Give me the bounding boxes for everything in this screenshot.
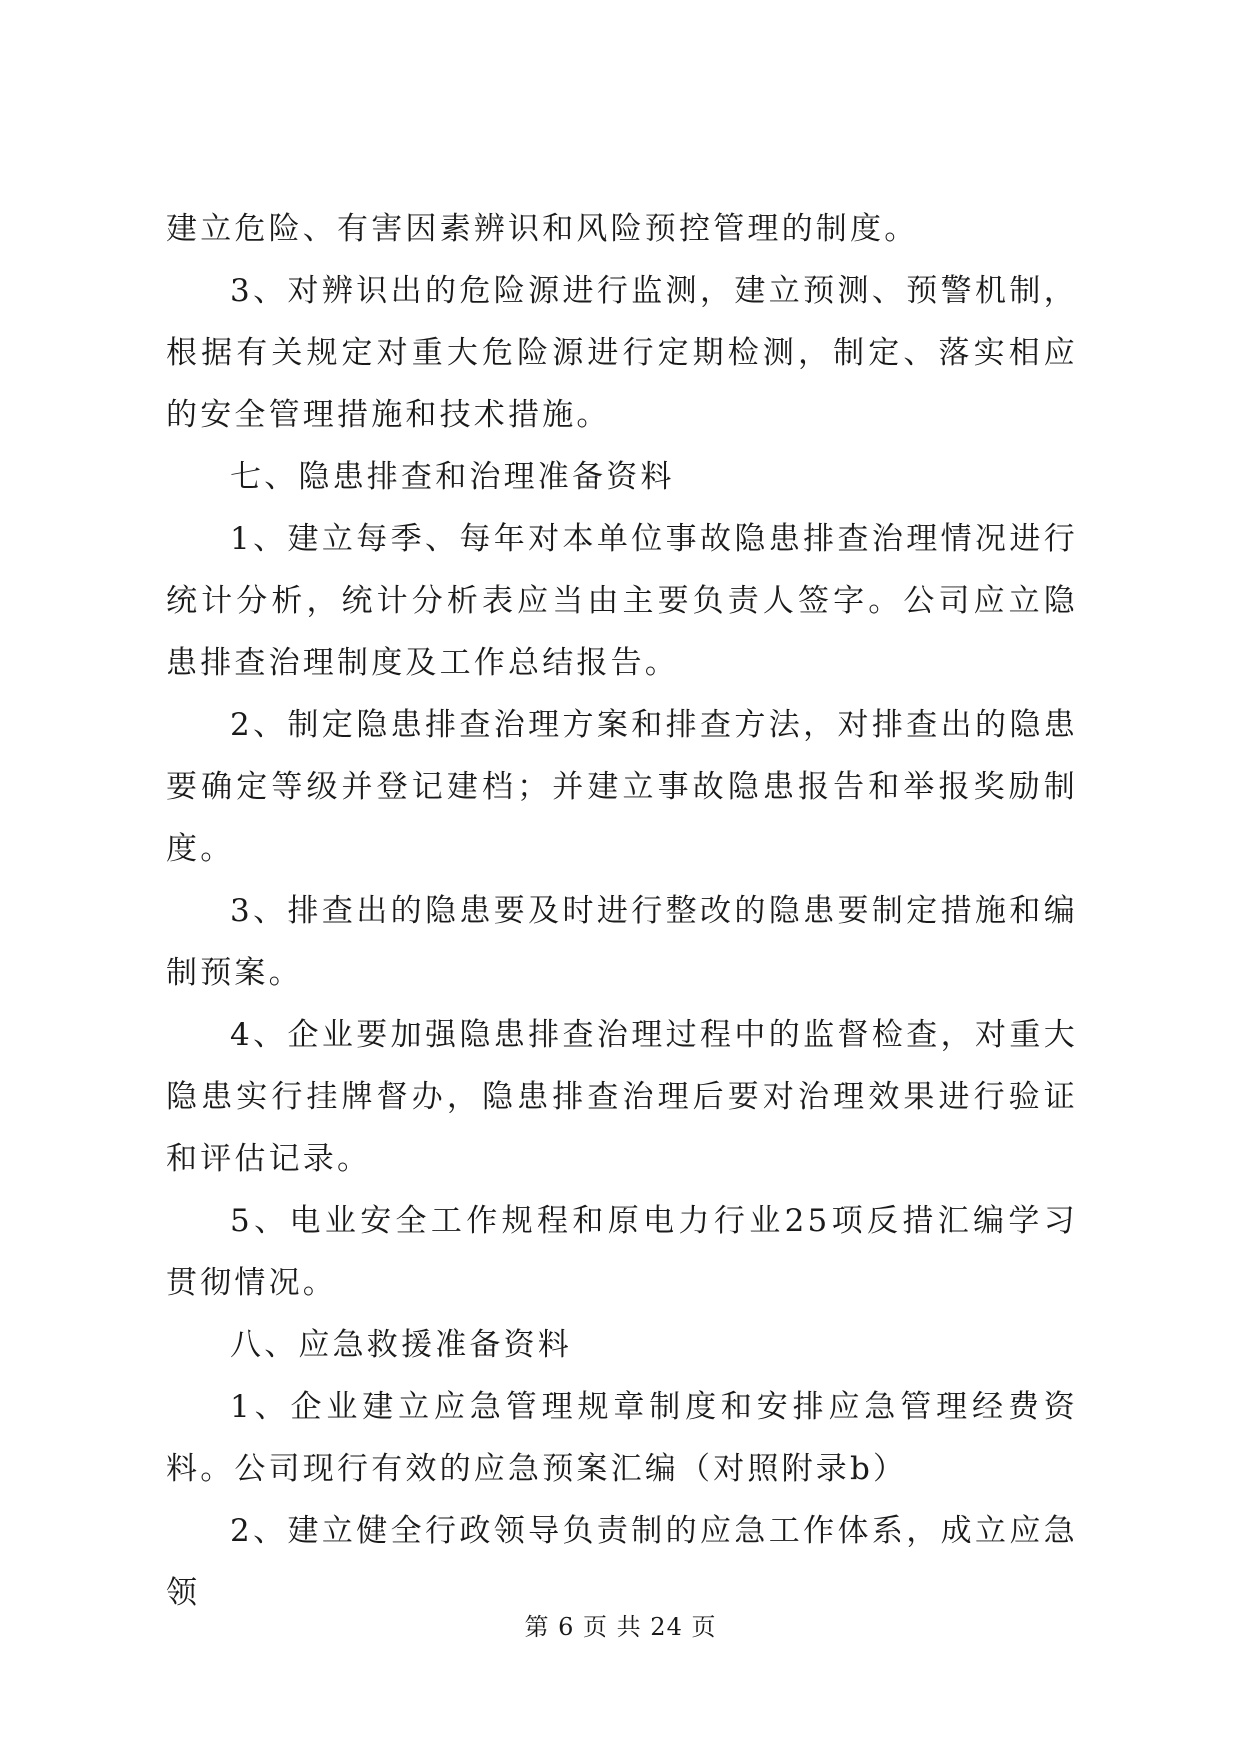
section-heading-7: 七、隐患排查和治理准备资料 [230,459,675,495]
paragraph-6: 3、排查出的隐患要及时进行整改的隐患要制定措施和编制预案。 [166,893,1078,991]
paragraph-2: 3、对辨识出的危险源进行监测，建立预测、预警机制，根据有关规定对重大危险源进行定期检测，制定、落实相应的安全管理措施和技术措施。 [166,273,1078,433]
paragraph-11: 2、建立健全行政领导负责制的应急工作体系，成立应急领 [166,1513,1078,1611]
page-number-footer: 第 6 页 共 24 页 [524,1613,717,1641]
section-heading-8: 八、应急救援准备资料 [230,1327,572,1363]
paragraph-7: 4、企业要加强隐患排查治理过程中的监督检查，对重大隐患实行挂牌督办，隐患排查治理后要对治理效果进行验证和评估记录。 [166,1017,1078,1177]
document-body [166,198,1078,1624]
paragraph-8: 5、电业安全工作规程和原电力行业25项反措汇编学习贯彻情况。 [166,1203,1078,1301]
paragraph-10: 1、企业建立应急管理规章制度和安排应急管理经费资料。公司现行有效的应急预案汇编（对照附录b） [166,1389,1078,1487]
paragraph-1: 建立危险、有害因素辨识和风险预控管理的制度。 [166,211,919,247]
paragraph-4: 1、建立每季、每年对本单位事故隐患排查治理情况进行统计分析，统计分析表应当由主要负责人签字。公司应立隐患排查治理制度及工作总结报告。 [166,521,1078,681]
paragraph-5: 2、制定隐患排查治理方案和排查方法，对排查出的隐患要确定等级并登记建档；并建立事故隐患报告和举报奖励制度。 [166,707,1078,867]
